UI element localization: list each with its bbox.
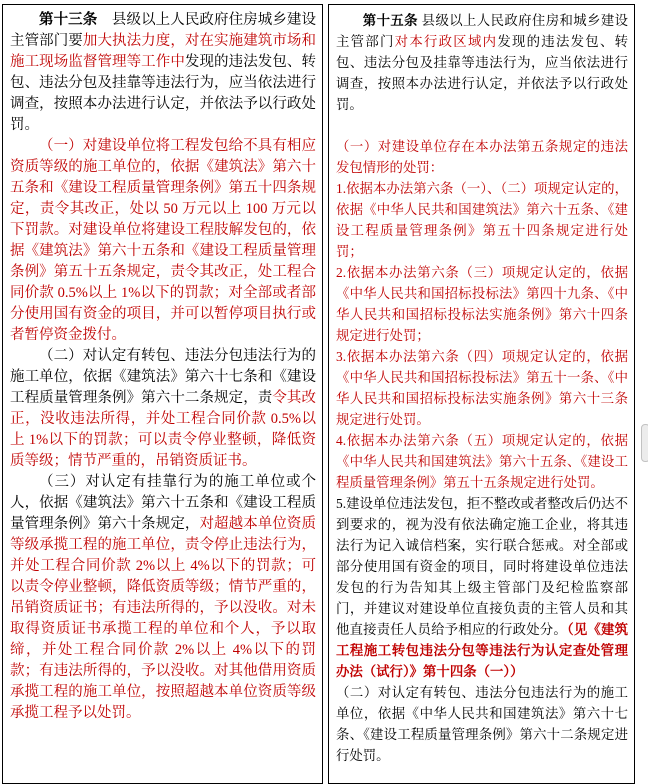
- text-segment: 对超越本单位资质等级承揽工程的施工单位，责令停止违法行为，并处工程合同价款 2%以上 4%以下的罚款；可以责令停业整顿，降低资质等级；情节严重的，吊销资质证书；有违法所得的，予以没收。对未取得资质证书承揽工程的单位和个人，予以取缔，并处工程合同价款 2%以上 4%以下的罚款；有违法所得的，予以没收。对其他借用资质承揽工程的施工单位，按照超越本单位资质等级承揽工程予以处罚。: [10, 516, 317, 721]
- paragraph: [10, 136, 316, 346]
- text-segment: 县级以上人民政府住房和城乡建设主管部门: [336, 13, 628, 49]
- text-segment: 第十五条: [362, 13, 418, 28]
- text-segment: （见《建筑工程施工转包违法分包等违法行为认定查处管理办法（试行）》第十四条（一））: [336, 622, 629, 679]
- paragraph: [336, 682, 628, 766]
- text-segment: （二）对认定有转包、违法分包违法行为的施工单位，依据《建筑法》第六十七条和《建设工程质量管理条例》第六十二条规定，责: [10, 348, 316, 406]
- paragraph: [336, 262, 628, 346]
- text-segment: 2.依据本办法第六条（三）项规定认定的，依据《中华人民共和国招标投标法》第四十九条、《中华人民共和国招标投标法实施条例》第六十四条规定进行处罚；: [336, 265, 628, 343]
- paragraph: [336, 430, 628, 493]
- paragraph: [10, 472, 316, 724]
- text-segment: 第十三条: [39, 12, 98, 28]
- text-segment: （三）对认定有挂靠行为的施工单位或个人，依据《建筑法》第六十五条和《建设工程质量管理条例》第六十条规定，: [10, 474, 316, 532]
- text-segment: 发现的违法发包、转包、违法分包及挂靠等违法行为，应当依法进行调查，按照本办法进行认定，并依法予以行政处罚。: [336, 34, 629, 112]
- table-cell-article-15: [328, 4, 635, 784]
- blank-line: [336, 115, 628, 136]
- table-cell-article-13: [2, 4, 323, 784]
- scrollbar-thumb[interactable]: [641, 424, 648, 462]
- text-segment: （一）对建设单位将工程发包给不具有相应资质等级的施工单位的，依据《建筑法》第六十五条和《建设工程质量管理条例》第五十四条规定，责令其改正，处以 50 万元以上 100 万元以下罚款。对建设单位将建设工程肢解发包的，依据《建筑法》第六十五条和《建设工程质量管理条例》第五十五条规定，责令其改正，处工程合同价款 0.5%以上 1%以下的罚款；对全部或者部分使用国有资金的项目，并可以暂停项目执行或者暂停资金拨付。: [10, 138, 316, 343]
- text-segment: 1.依据本办法第六条（一）、（二）项规定认定的，依据《中华人民共和国建筑法》第六十五条、《建设工程质量管理条例》第五十四条规定进行处罚；: [336, 181, 628, 259]
- text-segment: 发现的违法发包、转包、违法分包及挂靠等违法行为，应当依法进行调查，按照本办法进行认定，并依法予以行政处罚。: [10, 54, 317, 133]
- paragraph: [336, 178, 628, 262]
- paragraph: [336, 136, 628, 178]
- text-segment: 县级以上人民政府住房城乡建设主管部门要: [10, 12, 317, 49]
- text-segment: 3.依据本办法第六条（四）项规定认定的，依据《中华人民共和国招标投标法》第五十一条、《中华人民共和国招标投标法实施条例》第六十三条规定进行处罚。: [336, 349, 628, 427]
- paragraph: [336, 10, 628, 115]
- paragraph: [10, 346, 316, 472]
- paragraph: [10, 10, 316, 136]
- text-segment: 4.依据本办法第六条（五）项规定认定的，依据《中华人民共和国建筑法》第六十五条、《建设工程质量管理条例》第五十五条规定进行处罚。: [336, 433, 628, 490]
- text-segment: 令其改正，没收违法所得，并处工程合同价款 0.5%以上 1%以下的罚款；可以责令停业整顿，降低资质等级；情节严重的，吊销资质证书。: [10, 390, 317, 469]
- text-segment: 对本行政区域内: [394, 34, 498, 49]
- paragraph: [336, 493, 628, 682]
- text-segment: 5.建设单位违法发包，拒不整改或者整改后仍达不到要求的，视为没有依法确定施工企业，将其违法行为记入诚信档案，实行联合惩戒。对全部或部分使用国有资金的项目，同时将建设单位违法发包的行为告知其上级主管部门及纪检监察部门，并建议对建设单位直接负责的主管人员和其他直接责任人员给予相应的行政处分。: [336, 496, 628, 637]
- text-segment: 加大执法力度，对在实施建筑市场和施工现场监督管理等工作中: [10, 33, 316, 70]
- paragraph: [336, 346, 628, 430]
- text-segment: （一）对建设单位存在本办法第五条规定的违法发包情形的处罚：: [336, 139, 628, 175]
- text-segment: （二）对认定有转包、违法分包违法行为的施工单位，依据《中华人民共和国建筑法》第六十七条、《建设工程质量管理条例》第六十二条规定进行处罚。: [336, 685, 628, 763]
